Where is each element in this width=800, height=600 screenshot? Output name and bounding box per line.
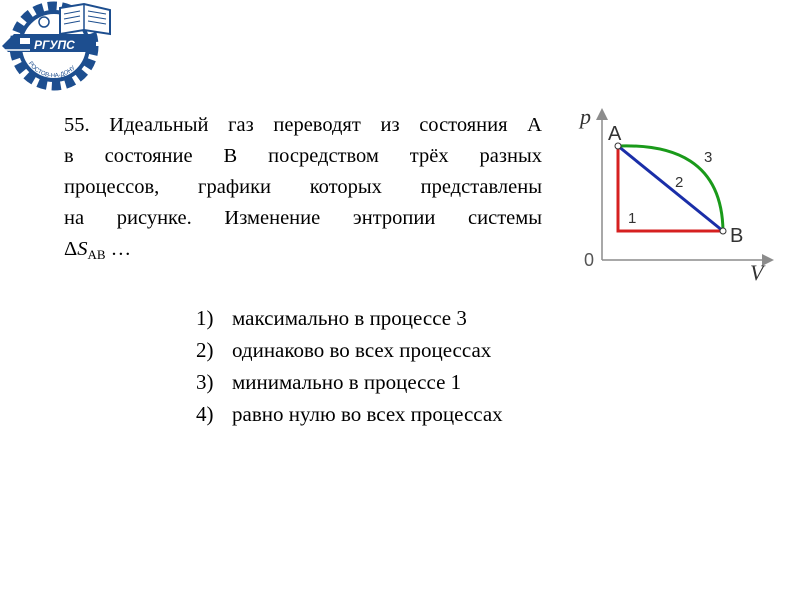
answer-option[interactable] xyxy=(196,302,503,334)
point-b-label: B xyxy=(730,225,744,247)
question-line: на рисунке. Изменение энтропии системы xyxy=(64,207,542,229)
point-b xyxy=(720,228,726,234)
question-entropy-line xyxy=(64,234,542,266)
answer-text: равно нулю во всех процессах xyxy=(232,402,503,426)
answer-text: максимально в процессе 3 xyxy=(232,306,467,330)
answer-number: 2) xyxy=(196,338,214,362)
question-line: 55. Идеальный газ переводят из состояния А xyxy=(64,114,542,136)
answer-option[interactable] xyxy=(196,334,503,366)
axis-p-label: p xyxy=(580,104,591,129)
rgups-logo xyxy=(0,0,118,92)
question-line: в состояние В посредством трёх разных xyxy=(64,145,542,167)
process-3-label: 3 xyxy=(704,149,713,166)
question-line: процессов, графики которых представлены xyxy=(64,176,542,198)
answer-text: минимально в процессе 1 xyxy=(232,370,462,394)
logo-subtext: РОСТОВ-НА-ДОНУ xyxy=(26,60,77,80)
answer-number: 1) xyxy=(196,306,214,330)
ellipsis: … xyxy=(105,238,132,260)
answer-number: 4) xyxy=(196,402,214,426)
point-a-label: A xyxy=(608,123,622,145)
entropy-symbol: S xyxy=(77,238,88,260)
answer-number: 3) xyxy=(196,370,214,394)
process-2-label: 2 xyxy=(675,174,684,191)
answer-option[interactable] xyxy=(196,398,503,430)
answer-option[interactable] xyxy=(196,366,503,398)
entropy-subscript: AB xyxy=(87,247,106,262)
book-icon xyxy=(60,4,110,34)
logo-text: РГУПС xyxy=(34,38,75,52)
pv-diagram xyxy=(572,100,782,285)
origin-label: 0 xyxy=(584,250,595,270)
delta-symbol: Δ xyxy=(64,238,78,260)
axis-v-label: V xyxy=(750,260,764,285)
answer-list xyxy=(196,302,503,430)
answer-text: одинаково во всех процессах xyxy=(232,338,492,362)
question-text xyxy=(64,110,542,266)
process-1-label: 1 xyxy=(628,210,637,227)
